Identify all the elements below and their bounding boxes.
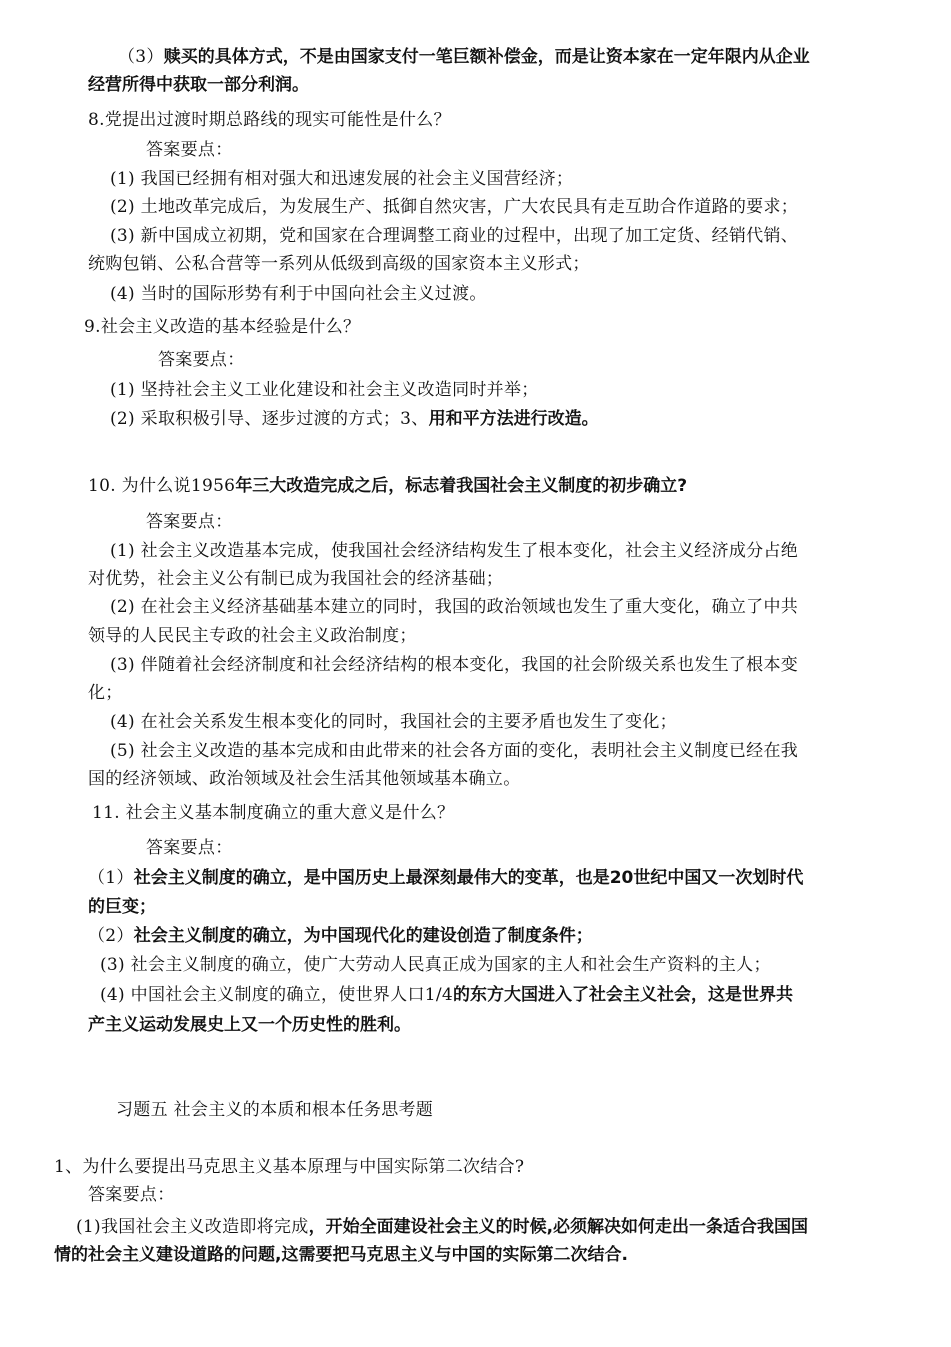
answer-text: (1)我国社会主义改造即将完成 [76, 1217, 309, 1237]
answer-point [88, 922, 593, 950]
answer-text-bold: 用和平方法进行改造。 [428, 409, 599, 429]
answer-point [100, 981, 793, 1009]
question-title: 11. 社会主义基本制度确立的重大意义是什么？ [92, 803, 455, 823]
answer-text-bold: 社会主义制度的确立，是中国历史上最深刻最伟大的变革，也是20世纪中国又一次划时代 [133, 868, 804, 888]
question-title-bold: 年三大改造完成之后，标志着我国社会主义制度的初步确立? [235, 476, 688, 496]
paragraph-text: 赎买的具体方式，不是由国家支付一笔巨额补偿金，而是让资本家在一定年限内从企业 [163, 47, 810, 67]
answer-point-cont: 产主义运动发展史上又一个历史性的胜利。 [88, 1015, 411, 1035]
answer-point: (4) 在社会关系发生根本变化的同时，我国社会的主要矛盾也发生了变化； [110, 712, 677, 732]
answer-label: 答案要点： [146, 512, 233, 532]
answer-text-bold: 的东方大国进入了社会主义社会，这是世界共 [453, 985, 794, 1005]
answer-text-bold: 社会主义制度的确立，为中国现代化的建设创造了制度条件； [133, 926, 593, 946]
question-title [88, 472, 687, 500]
answer-label: 答案要点： [88, 1185, 175, 1205]
answer-point-cont: 对优势，社会主义公有制已成为我国社会的经济基础； [88, 569, 504, 589]
answer-text-bold: ，开始全面建设社会主义的时候,必须解决如何走出一条适合我国国 [308, 1217, 809, 1237]
answer-label: 答案要点： [146, 140, 233, 160]
answer-point [88, 864, 803, 892]
answer-point-cont: 国的经济领域、政治领域及社会生活其他领域基本确立。 [88, 769, 521, 789]
answer-point: (1) 我国已经拥有相对强大和迅速发展的社会主义国营经济； [110, 169, 574, 189]
answer-point: (1) 社会主义改造基本完成，使我国社会经济结构发生了根本变化，社会主义经济成分占绝 [110, 541, 799, 561]
question-title: 1、为什么要提出马克思主义基本原理与中国实际第二次结合? [54, 1157, 525, 1177]
answer-point: (5) 社会主义改造的基本完成和由此带来的社会各方面的变化，表明社会主义制度已经在我 [110, 741, 799, 761]
question-title-prefix: 10. 为什么说1956 [88, 476, 236, 496]
answer-point: (3) 新中国成立初期，党和国家在合理调整工商业的过程中，出现了加工定货、经销代销、 [110, 226, 799, 246]
answer-point [110, 405, 599, 433]
answer-point: (3) 伴随着社会经济制度和社会经济结构的根本变化，我国的社会阶级关系也发生了根本变 [110, 655, 799, 675]
answer-point: (2) 在社会主义经济基础基本建立的同时，我国的政治领域也发生了重大变化，确立了中共 [110, 597, 799, 617]
answer-text: (4) 中国社会主义制度的确立，使世界人口1/4 [100, 985, 454, 1005]
answer-label: 答案要点： [146, 838, 233, 858]
answer-point-cont: 情的社会主义建设道路的问题,这需要把马克思主义与中国的实际第二次结合. [54, 1245, 628, 1265]
paragraph-line: 经营所得中获取一部分利润。 [88, 75, 309, 95]
item-number: （1） [88, 868, 134, 888]
answer-label: 答案要点： [158, 350, 245, 370]
answer-point-cont: 的巨变； [88, 897, 156, 917]
answer-point: (1) 坚持社会主义工业化建设和社会主义改造同时并举； [110, 380, 539, 400]
section-heading: 习题五 社会主义的本质和根本任务思考题 [116, 1100, 434, 1120]
answer-point-cont: 统购包销、公私合营等一系列从低级到高级的国家资本主义形式； [88, 254, 590, 274]
answer-point-cont: 化； [88, 683, 123, 703]
answer-point: (3) 社会主义制度的确立，使广大劳动人民真正成为国家的主人和社会生产资料的主人； [100, 955, 771, 975]
question-title: 9.社会主义改造的基本经验是什么？ [84, 317, 361, 337]
item-number: （2） [88, 926, 134, 946]
answer-point: (2) 土地改革完成后，为发展生产、抵御自然灾害，广大农民具有走互助合作道路的要求； [110, 197, 799, 217]
answer-point [76, 1213, 808, 1241]
answer-point-cont: 领导的人民民主专政的社会主义政治制度； [88, 626, 417, 646]
item-number: （3） [118, 47, 164, 67]
answer-point: (4) 当时的国际形势有利于中国向社会主义过渡。 [110, 284, 487, 304]
answer-text: (2) 采取积极引导、逐步过渡的方式；3、 [110, 409, 429, 429]
question-title: 8.党提出过渡时期总路线的现实可能性是什么？ [88, 110, 451, 130]
paragraph-line [118, 43, 810, 71]
